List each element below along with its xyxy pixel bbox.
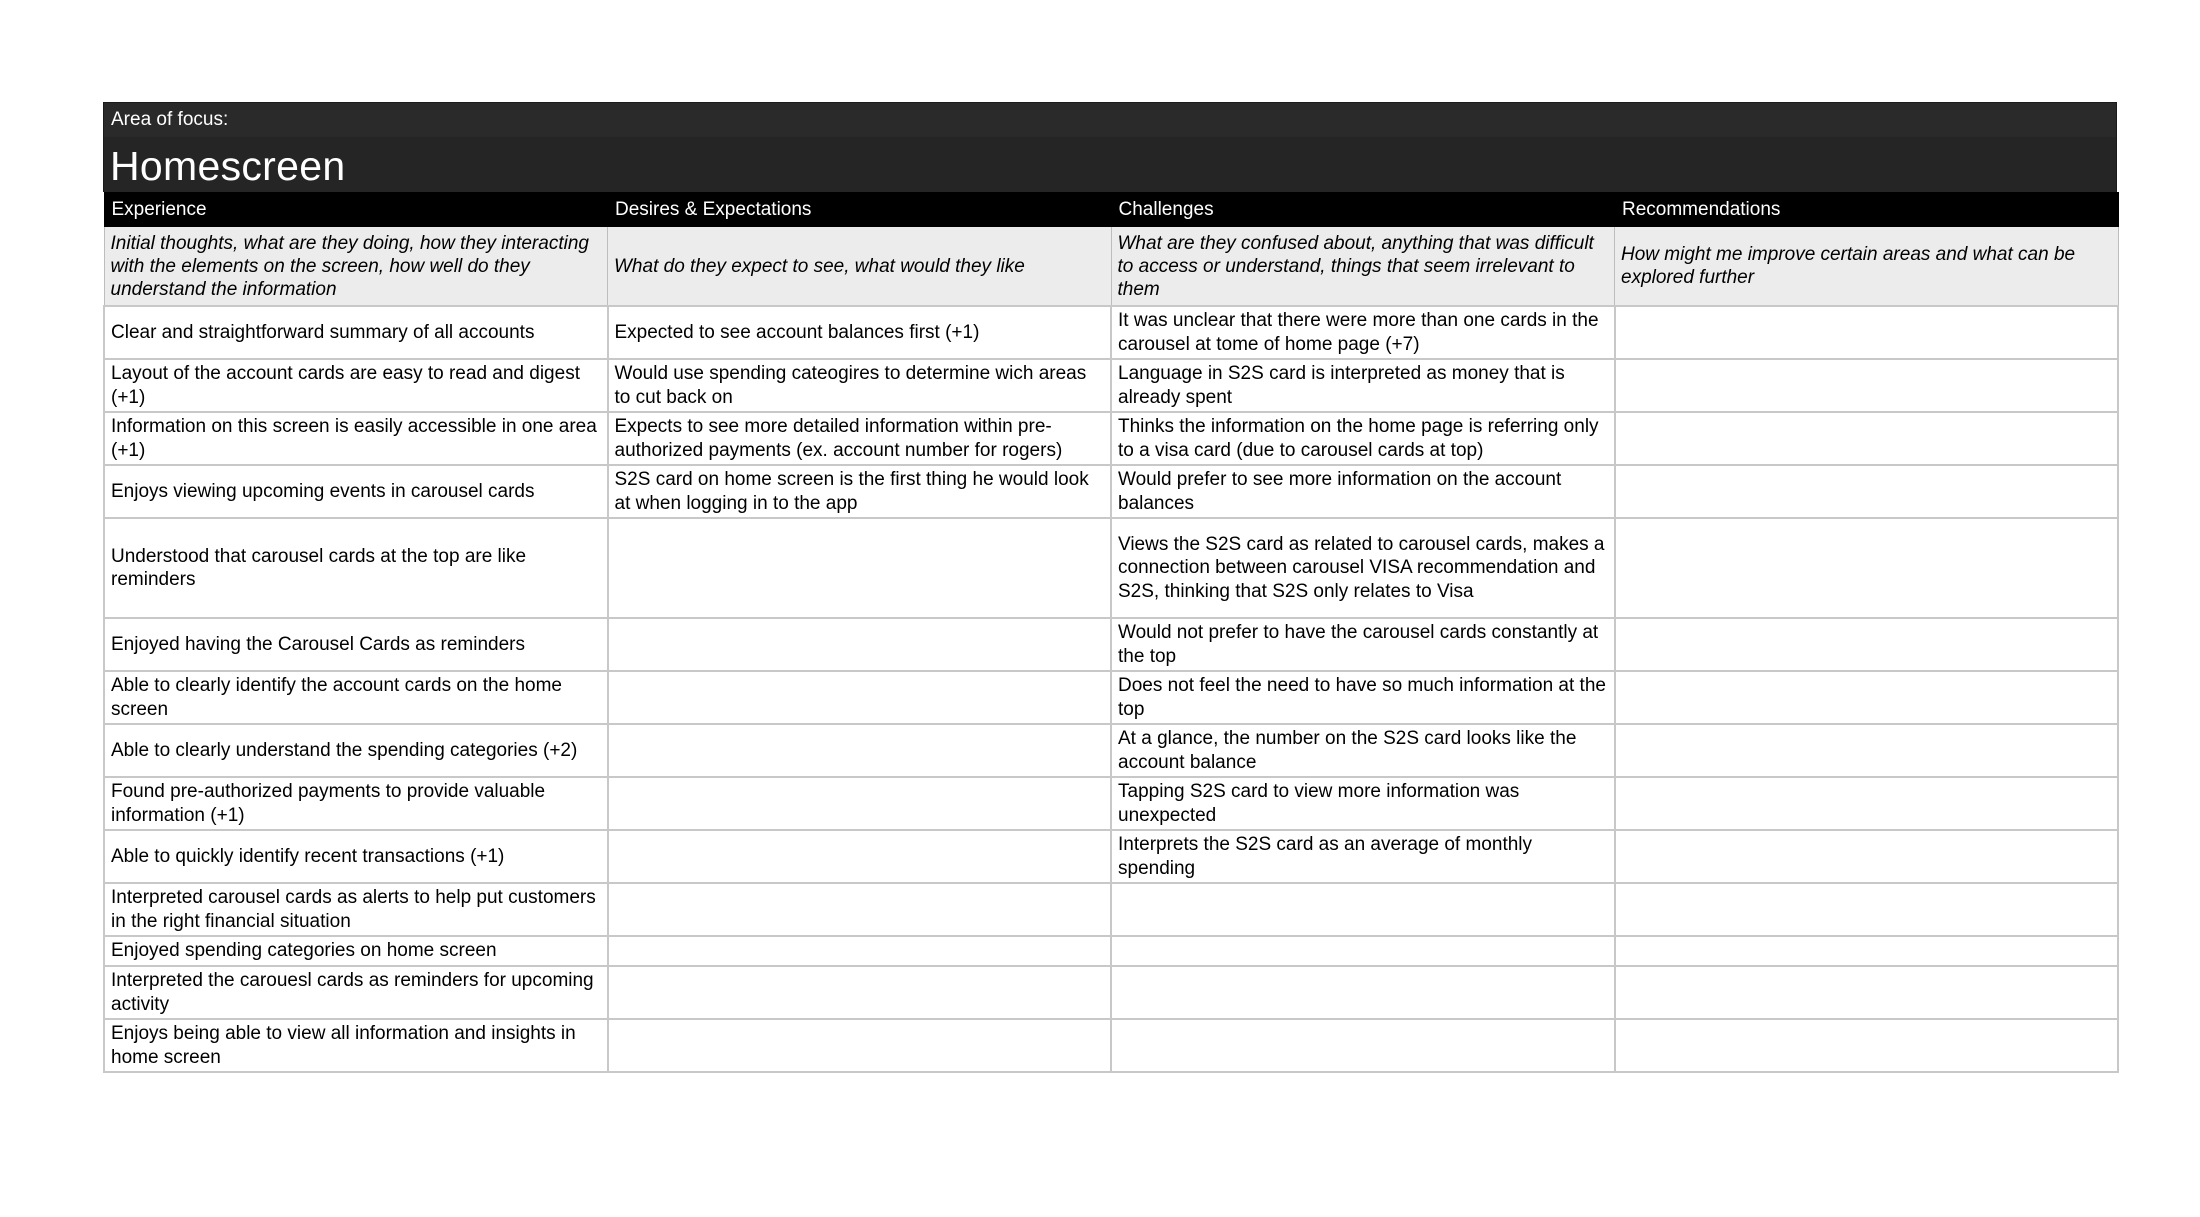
research-synthesis-sheet xyxy=(103,102,2117,1073)
recommendations-cell xyxy=(1615,618,2119,671)
desires-cell: S2S card on home screen is the first thing he would look at when logging in to the app xyxy=(608,465,1112,518)
recommendations-cell xyxy=(1615,936,2119,966)
recommendations-cell xyxy=(1615,359,2119,412)
challenges-cell: Views the S2S card as related to carousel cards, makes a connection between carousel VISA recommendation and S2S, thinking that S2S only relates to Visa xyxy=(1111,518,1615,618)
table-row xyxy=(104,883,2118,936)
hint-desires-expectations: What do they expect to see, what would they like xyxy=(608,227,1112,307)
recommendations-cell xyxy=(1615,518,2119,618)
experience-cell: Able to quickly identify recent transactions (+1) xyxy=(104,830,608,883)
hint-recommendations: How might me improve certain areas and what can be explored further xyxy=(1615,227,2119,307)
column-header-experience: Experience xyxy=(104,193,608,227)
challenges-cell xyxy=(1111,883,1615,936)
desires-cell xyxy=(608,1019,1112,1072)
findings-table xyxy=(103,192,2119,1073)
experience-cell: Found pre-authorized payments to provide valuable information (+1) xyxy=(104,777,608,830)
experience-cell: Enjoys viewing upcoming events in carousel cards xyxy=(104,465,608,518)
challenges-cell: Tapping S2S card to view more information was unexpected xyxy=(1111,777,1615,830)
column-hint-row xyxy=(104,227,2118,307)
hint-experience: Initial thoughts, what are they doing, how they interacting with the elements on the screen, how well do they understand the information xyxy=(104,227,608,307)
recommendations-cell xyxy=(1615,724,2119,777)
challenges-cell: Language in S2S card is interpreted as money that is already spent xyxy=(1111,359,1615,412)
table-row xyxy=(104,830,2118,883)
desires-cell: Expected to see account balances first (+1) xyxy=(608,306,1112,359)
experience-cell: Understood that carousel cards at the top are like reminders xyxy=(104,518,608,618)
recommendations-cell xyxy=(1615,830,2119,883)
challenges-cell: It was unclear that there were more than one cards in the carousel at tome of home page (+7) xyxy=(1111,306,1615,359)
table-row xyxy=(104,359,2118,412)
experience-cell: Able to clearly identify the account cards on the home screen xyxy=(104,671,608,724)
recommendations-cell xyxy=(1615,671,2119,724)
area-of-focus-label: Area of focus: xyxy=(104,103,2116,137)
desires-cell xyxy=(608,618,1112,671)
desires-cell xyxy=(608,724,1112,777)
table-row xyxy=(104,306,2118,359)
recommendations-cell xyxy=(1615,1019,2119,1072)
desires-cell xyxy=(608,777,1112,830)
recommendations-cell xyxy=(1615,777,2119,830)
desires-cell xyxy=(608,518,1112,618)
challenges-cell xyxy=(1111,1019,1615,1072)
challenges-cell: Would not prefer to have the carousel cards constantly at the top xyxy=(1111,618,1615,671)
challenges-cell: Interprets the S2S card as an average of monthly spending xyxy=(1111,830,1615,883)
experience-cell: Enjoyed spending categories on home screen xyxy=(104,936,608,966)
experience-cell: Clear and straightforward summary of all accounts xyxy=(104,306,608,359)
column-header-challenges: Challenges xyxy=(1111,193,1615,227)
table-row xyxy=(104,966,2118,1019)
table-row xyxy=(104,465,2118,518)
column-header-recommendations: Recommendations xyxy=(1615,193,2119,227)
desires-cell xyxy=(608,966,1112,1019)
challenges-cell xyxy=(1111,936,1615,966)
recommendations-cell xyxy=(1615,966,2119,1019)
table-row xyxy=(104,518,2118,618)
experience-cell: Enjoys being able to view all information and insights in home screen xyxy=(104,1019,608,1072)
experience-cell: Interpreted carousel cards as alerts to help put customers in the right financial situation xyxy=(104,883,608,936)
desires-cell xyxy=(608,883,1112,936)
desires-cell: Would use spending cateogires to determine wich areas to cut back on xyxy=(608,359,1112,412)
area-of-focus-band xyxy=(103,102,2117,192)
desires-cell xyxy=(608,936,1112,966)
experience-cell: Interpreted the carouesl cards as reminders for upcoming activity xyxy=(104,966,608,1019)
experience-cell: Able to clearly understand the spending categories (+2) xyxy=(104,724,608,777)
table-row xyxy=(104,724,2118,777)
desires-cell xyxy=(608,671,1112,724)
area-of-focus-title: Homescreen xyxy=(104,137,2116,192)
table-row xyxy=(104,412,2118,465)
table-row xyxy=(104,777,2118,830)
column-header-desires-expectations: Desires & Expectations xyxy=(608,193,1112,227)
recommendations-cell xyxy=(1615,883,2119,936)
challenges-cell: At a glance, the number on the S2S card looks like the account balance xyxy=(1111,724,1615,777)
desires-cell: Expects to see more detailed information within pre-authorized payments (ex. account number for rogers) xyxy=(608,412,1112,465)
challenges-cell: Thinks the information on the home page is referring only to a visa card (due to carousel cards at top) xyxy=(1111,412,1615,465)
challenges-cell: Does not feel the need to have so much information at the top xyxy=(1111,671,1615,724)
table-row xyxy=(104,618,2118,671)
experience-cell: Information on this screen is easily accessible in one area (+1) xyxy=(104,412,608,465)
table-row xyxy=(104,671,2118,724)
challenges-cell xyxy=(1111,966,1615,1019)
experience-cell: Layout of the account cards are easy to read and digest (+1) xyxy=(104,359,608,412)
column-header-row xyxy=(104,193,2118,227)
recommendations-cell xyxy=(1615,465,2119,518)
recommendations-cell xyxy=(1615,412,2119,465)
experience-cell: Enjoyed having the Carousel Cards as reminders xyxy=(104,618,608,671)
hint-challenges: What are they confused about, anything that was difficult to access or understand, things that seem irrelevant to them xyxy=(1111,227,1615,307)
table-row xyxy=(104,936,2118,966)
desires-cell xyxy=(608,830,1112,883)
recommendations-cell xyxy=(1615,306,2119,359)
challenges-cell: Would prefer to see more information on the account balances xyxy=(1111,465,1615,518)
table-row xyxy=(104,1019,2118,1072)
